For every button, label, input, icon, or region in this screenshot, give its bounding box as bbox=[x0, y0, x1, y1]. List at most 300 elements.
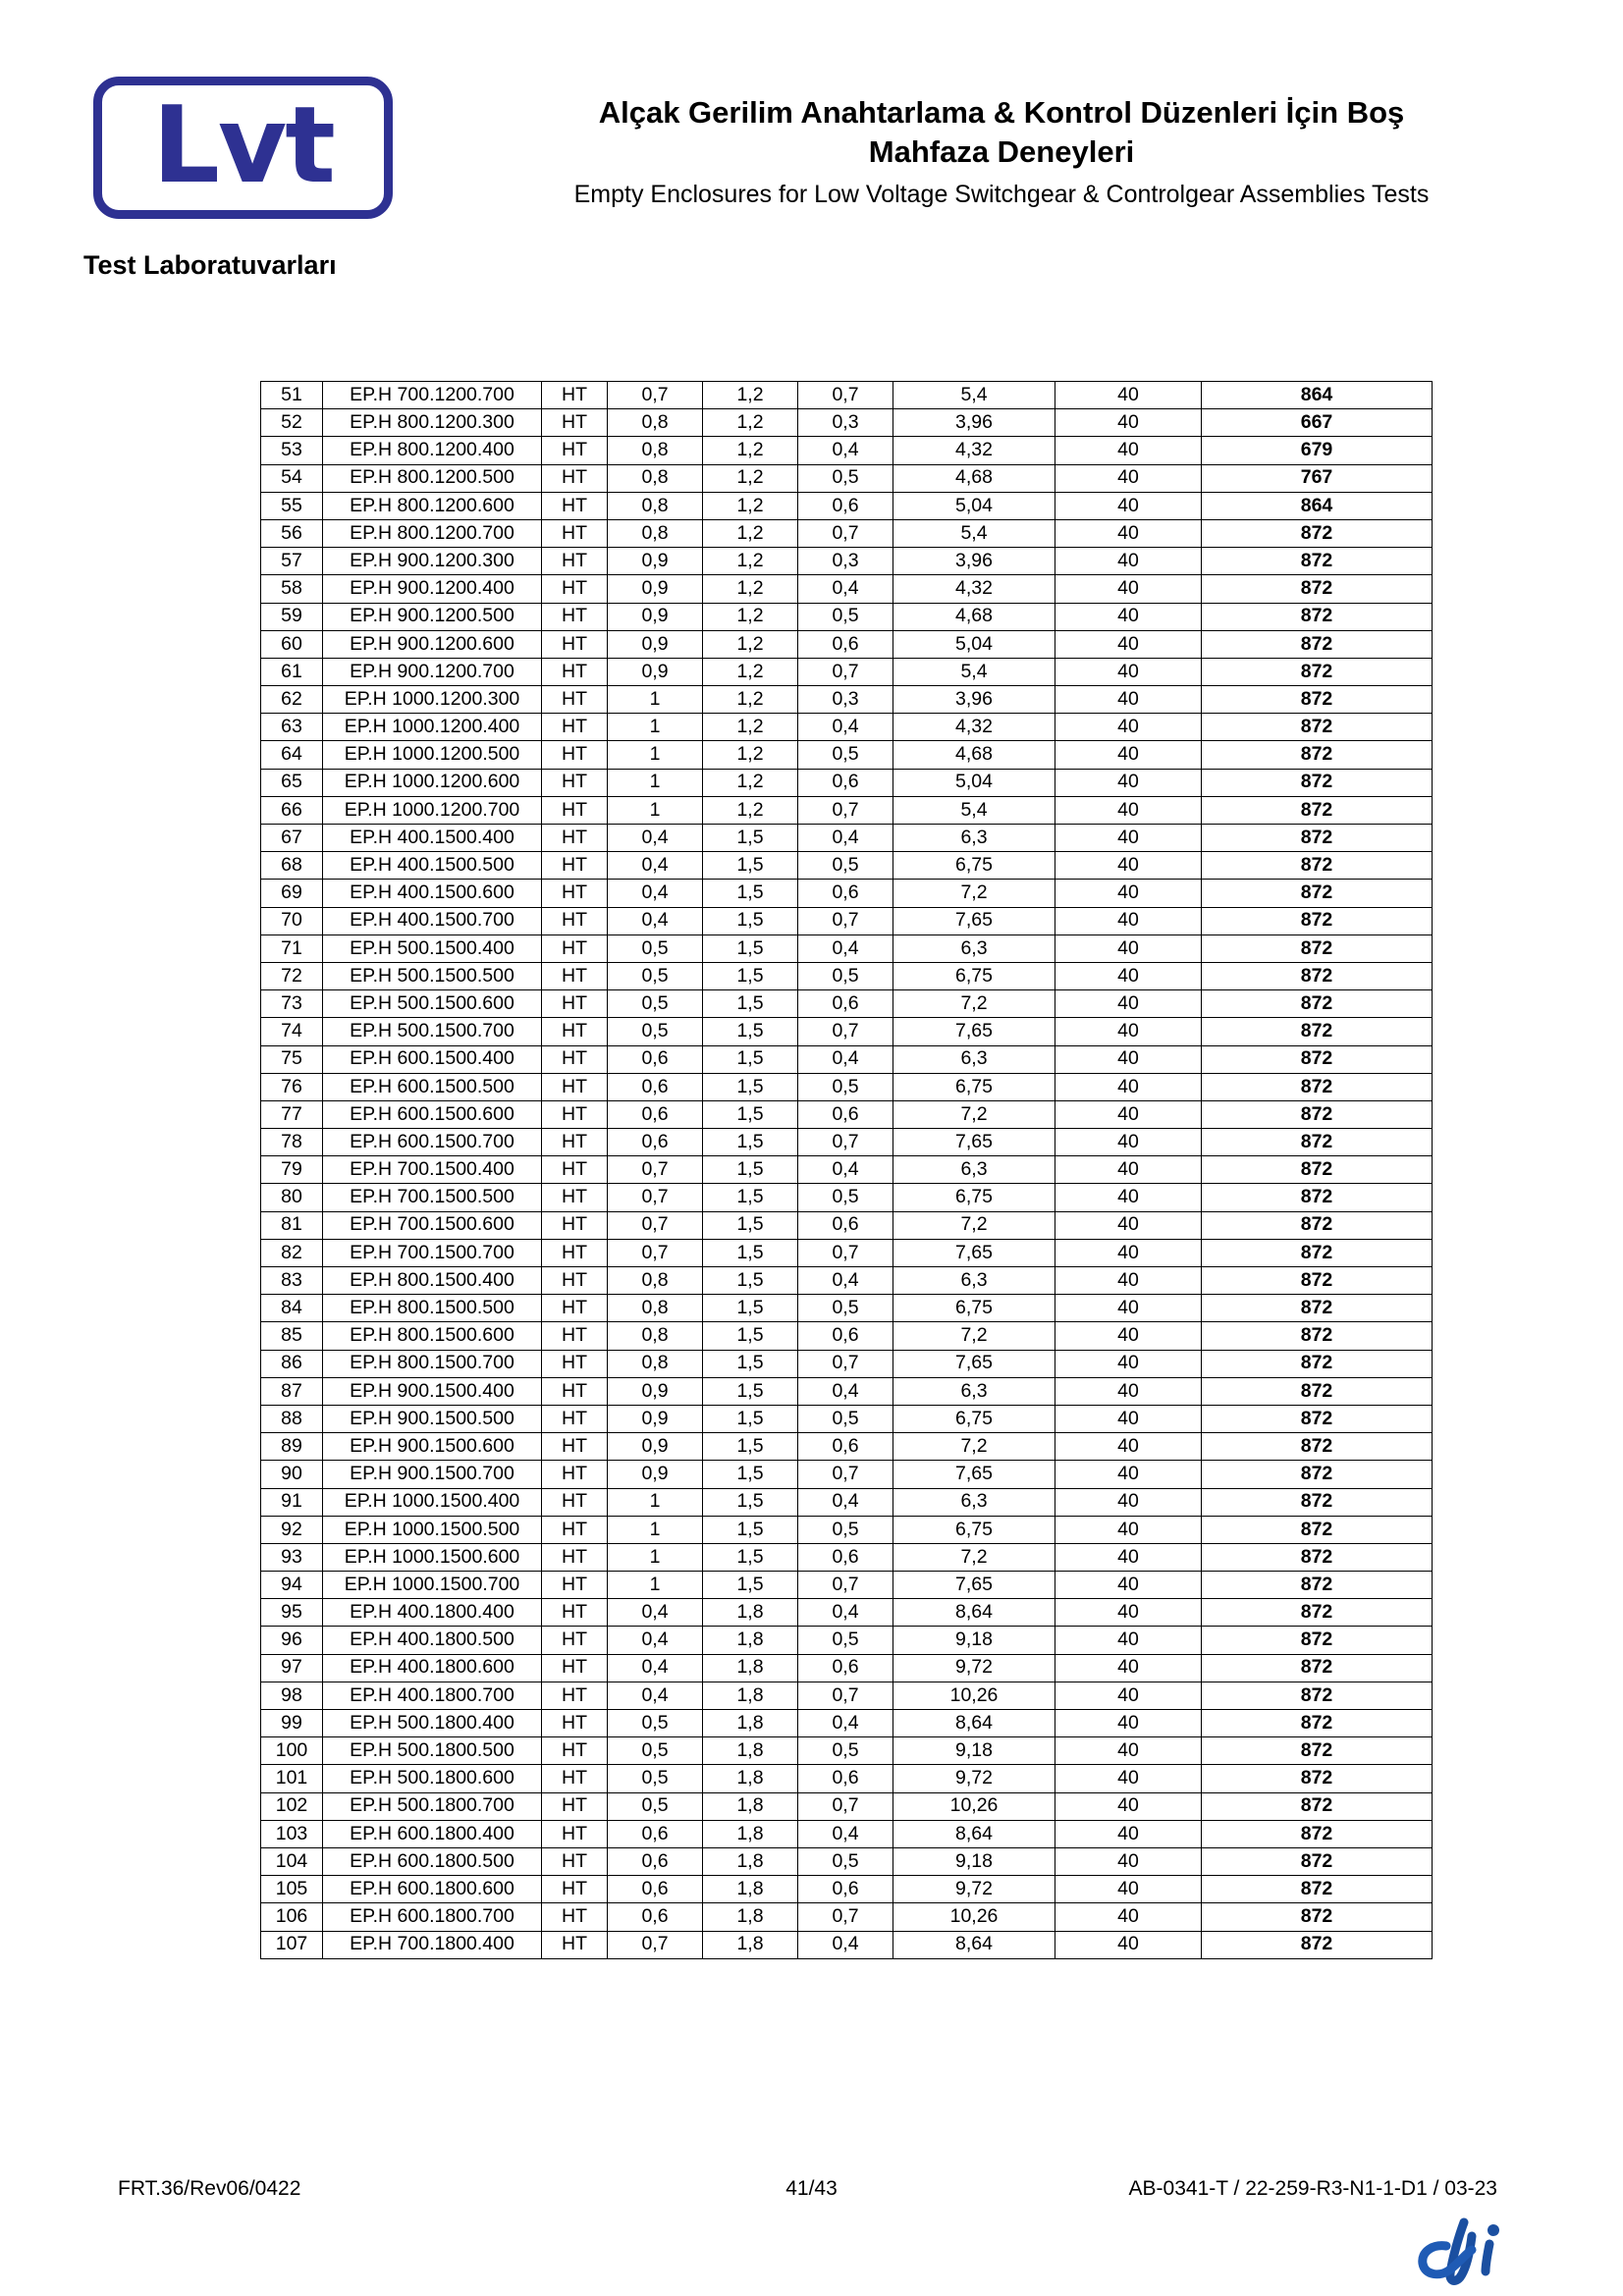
load-value: 40 bbox=[1055, 1572, 1202, 1599]
dim-b: 1,2 bbox=[703, 382, 798, 409]
table-row bbox=[261, 1847, 1433, 1875]
area-value: 7,2 bbox=[893, 1322, 1055, 1350]
load-value: 40 bbox=[1055, 1847, 1202, 1875]
dim-c: 0,4 bbox=[798, 1820, 893, 1847]
enclosure-code: EP.H 900.1200.400 bbox=[323, 575, 542, 603]
enclosure-code: EP.H 600.1800.600 bbox=[323, 1876, 542, 1903]
result-value: 872 bbox=[1202, 907, 1433, 934]
enclosure-code: EP.H 700.1500.700 bbox=[323, 1239, 542, 1266]
area-value: 5,4 bbox=[893, 796, 1055, 824]
row-number: 77 bbox=[261, 1100, 323, 1128]
dim-c: 0,4 bbox=[798, 1710, 893, 1737]
result-value: 872 bbox=[1202, 1405, 1433, 1432]
result-value: 872 bbox=[1202, 1073, 1433, 1100]
dim-c: 0,7 bbox=[798, 907, 893, 934]
test-type: HT bbox=[542, 1405, 608, 1432]
test-type: HT bbox=[542, 1350, 608, 1377]
enclosure-code: EP.H 800.1200.700 bbox=[323, 519, 542, 547]
dim-b: 1,2 bbox=[703, 769, 798, 796]
table-row bbox=[261, 1239, 1433, 1266]
dim-b: 1,2 bbox=[703, 492, 798, 519]
dim-c: 0,5 bbox=[798, 1737, 893, 1765]
enclosure-code: EP.H 700.1500.400 bbox=[323, 1156, 542, 1184]
row-number: 75 bbox=[261, 1045, 323, 1073]
table-row bbox=[261, 880, 1433, 907]
test-type: HT bbox=[542, 519, 608, 547]
test-type: HT bbox=[542, 686, 608, 714]
area-value: 8,64 bbox=[893, 1820, 1055, 1847]
dim-a: 0,7 bbox=[608, 382, 703, 409]
dim-a: 0,5 bbox=[608, 1018, 703, 1045]
dim-a: 1 bbox=[608, 686, 703, 714]
dim-a: 0,7 bbox=[608, 1931, 703, 1958]
row-number: 102 bbox=[261, 1792, 323, 1820]
dim-c: 0,4 bbox=[798, 1377, 893, 1405]
dim-a: 0,5 bbox=[608, 934, 703, 962]
dim-b: 1,5 bbox=[703, 1045, 798, 1073]
row-number: 59 bbox=[261, 603, 323, 630]
dim-b: 1,5 bbox=[703, 1433, 798, 1461]
enclosure-code: EP.H 400.1800.400 bbox=[323, 1599, 542, 1627]
dim-c: 0,5 bbox=[798, 464, 893, 492]
test-type: HT bbox=[542, 1876, 608, 1903]
test-type: HT bbox=[542, 1018, 608, 1045]
dim-c: 0,4 bbox=[798, 1599, 893, 1627]
table-row bbox=[261, 907, 1433, 934]
dim-a: 0,4 bbox=[608, 825, 703, 852]
row-number: 98 bbox=[261, 1682, 323, 1709]
dim-c: 0,7 bbox=[798, 1350, 893, 1377]
table-row bbox=[261, 1461, 1433, 1488]
dim-b: 1,2 bbox=[703, 548, 798, 575]
table-row bbox=[261, 1820, 1433, 1847]
dim-a: 1 bbox=[608, 741, 703, 769]
load-value: 40 bbox=[1055, 1433, 1202, 1461]
result-value: 872 bbox=[1202, 1876, 1433, 1903]
dim-b: 1,2 bbox=[703, 630, 798, 658]
dim-c: 0,6 bbox=[798, 1543, 893, 1571]
test-type: HT bbox=[542, 1239, 608, 1266]
load-value: 40 bbox=[1055, 1543, 1202, 1571]
lab-name: Test Laboratuvarları bbox=[83, 250, 337, 280]
dim-c: 0,3 bbox=[798, 548, 893, 575]
test-type: HT bbox=[542, 1100, 608, 1128]
area-value: 7,65 bbox=[893, 907, 1055, 934]
table-row bbox=[261, 990, 1433, 1018]
dim-b: 1,5 bbox=[703, 990, 798, 1018]
test-type: HT bbox=[542, 437, 608, 464]
load-value: 40 bbox=[1055, 990, 1202, 1018]
result-value: 872 bbox=[1202, 1129, 1433, 1156]
test-type: HT bbox=[542, 630, 608, 658]
area-value: 7,65 bbox=[893, 1350, 1055, 1377]
table-row bbox=[261, 934, 1433, 962]
dim-a: 0,5 bbox=[608, 962, 703, 989]
dim-b: 1,2 bbox=[703, 575, 798, 603]
table-row bbox=[261, 741, 1433, 769]
table-row bbox=[261, 1073, 1433, 1100]
area-value: 4,68 bbox=[893, 741, 1055, 769]
enclosure-code: EP.H 800.1200.300 bbox=[323, 409, 542, 437]
dim-b: 1,8 bbox=[703, 1654, 798, 1682]
load-value: 40 bbox=[1055, 1129, 1202, 1156]
area-value: 6,3 bbox=[893, 1488, 1055, 1516]
dim-c: 0,5 bbox=[798, 852, 893, 880]
area-value: 6,75 bbox=[893, 1295, 1055, 1322]
table-row bbox=[261, 852, 1433, 880]
dim-c: 0,5 bbox=[798, 1405, 893, 1432]
dim-b: 1,5 bbox=[703, 1295, 798, 1322]
load-value: 40 bbox=[1055, 1184, 1202, 1211]
dim-b: 1,5 bbox=[703, 962, 798, 989]
enclosure-code: EP.H 600.1500.700 bbox=[323, 1129, 542, 1156]
load-value: 40 bbox=[1055, 1073, 1202, 1100]
enclosure-code: EP.H 1000.1200.600 bbox=[323, 769, 542, 796]
lvt-logo-icon bbox=[93, 77, 393, 219]
dim-b: 1,8 bbox=[703, 1931, 798, 1958]
enclosure-code: EP.H 400.1800.700 bbox=[323, 1682, 542, 1709]
test-type: HT bbox=[542, 603, 608, 630]
dim-c: 0,7 bbox=[798, 1461, 893, 1488]
table-row bbox=[261, 1903, 1433, 1931]
result-value: 872 bbox=[1202, 825, 1433, 852]
dim-a: 0,7 bbox=[608, 1184, 703, 1211]
row-number: 61 bbox=[261, 658, 323, 685]
test-type: HT bbox=[542, 1543, 608, 1571]
enclosure-code: EP.H 900.1200.700 bbox=[323, 658, 542, 685]
row-number: 81 bbox=[261, 1211, 323, 1239]
load-value: 40 bbox=[1055, 519, 1202, 547]
table-row bbox=[261, 437, 1433, 464]
result-value: 872 bbox=[1202, 1239, 1433, 1266]
area-value: 5,4 bbox=[893, 658, 1055, 685]
row-number: 69 bbox=[261, 880, 323, 907]
area-value: 3,96 bbox=[893, 409, 1055, 437]
area-value: 7,2 bbox=[893, 880, 1055, 907]
dim-a: 0,9 bbox=[608, 1461, 703, 1488]
dim-b: 1,5 bbox=[703, 1184, 798, 1211]
area-value: 3,96 bbox=[893, 686, 1055, 714]
row-number: 96 bbox=[261, 1627, 323, 1654]
row-number: 99 bbox=[261, 1710, 323, 1737]
results-table-wrap bbox=[260, 381, 1387, 1959]
result-value: 872 bbox=[1202, 1792, 1433, 1820]
test-type: HT bbox=[542, 1295, 608, 1322]
test-type: HT bbox=[542, 796, 608, 824]
dim-a: 0,8 bbox=[608, 1350, 703, 1377]
load-value: 40 bbox=[1055, 492, 1202, 519]
test-type: HT bbox=[542, 990, 608, 1018]
result-value: 872 bbox=[1202, 1572, 1433, 1599]
result-value: 872 bbox=[1202, 1516, 1433, 1543]
result-value: 872 bbox=[1202, 1377, 1433, 1405]
load-value: 40 bbox=[1055, 1820, 1202, 1847]
result-value: 872 bbox=[1202, 1461, 1433, 1488]
dim-a: 0,9 bbox=[608, 1433, 703, 1461]
row-number: 53 bbox=[261, 437, 323, 464]
row-number: 105 bbox=[261, 1876, 323, 1903]
result-value: 872 bbox=[1202, 1184, 1433, 1211]
results-table-body bbox=[261, 382, 1433, 1959]
test-type: HT bbox=[542, 464, 608, 492]
area-value: 7,65 bbox=[893, 1572, 1055, 1599]
enclosure-code: EP.H 500.1500.400 bbox=[323, 934, 542, 962]
enclosure-code: EP.H 600.1500.600 bbox=[323, 1100, 542, 1128]
enclosure-code: EP.H 400.1500.700 bbox=[323, 907, 542, 934]
load-value: 40 bbox=[1055, 1350, 1202, 1377]
row-number: 103 bbox=[261, 1820, 323, 1847]
page-title-tr-line1: Alçak Gerilim Anahtarlama & Kontrol Düzenleri İçin Boş bbox=[598, 95, 1405, 130]
test-type: HT bbox=[542, 1903, 608, 1931]
load-value: 40 bbox=[1055, 1765, 1202, 1792]
area-value: 8,64 bbox=[893, 1710, 1055, 1737]
area-value: 9,18 bbox=[893, 1737, 1055, 1765]
dim-c: 0,3 bbox=[798, 686, 893, 714]
dim-c: 0,7 bbox=[798, 1903, 893, 1931]
area-value: 10,26 bbox=[893, 1682, 1055, 1709]
dim-a: 1 bbox=[608, 796, 703, 824]
load-value: 40 bbox=[1055, 1627, 1202, 1654]
result-value: 872 bbox=[1202, 1018, 1433, 1045]
result-value: 872 bbox=[1202, 1350, 1433, 1377]
di-signature-logo-icon bbox=[1407, 2216, 1515, 2287]
dim-b: 1,8 bbox=[703, 1903, 798, 1931]
dim-a: 0,4 bbox=[608, 1654, 703, 1682]
dim-c: 0,6 bbox=[798, 880, 893, 907]
dim-c: 0,7 bbox=[798, 1018, 893, 1045]
dim-b: 1,8 bbox=[703, 1820, 798, 1847]
load-value: 40 bbox=[1055, 1792, 1202, 1820]
dim-c: 0,7 bbox=[798, 1129, 893, 1156]
dim-c: 0,4 bbox=[798, 1931, 893, 1958]
area-value: 6,75 bbox=[893, 1516, 1055, 1543]
enclosure-code: EP.H 500.1800.700 bbox=[323, 1792, 542, 1820]
dim-b: 1,2 bbox=[703, 714, 798, 741]
enclosure-code: EP.H 400.1500.500 bbox=[323, 852, 542, 880]
load-value: 40 bbox=[1055, 1100, 1202, 1128]
dim-c: 0,5 bbox=[798, 1516, 893, 1543]
load-value: 40 bbox=[1055, 934, 1202, 962]
result-value: 872 bbox=[1202, 1433, 1433, 1461]
area-value: 7,2 bbox=[893, 1543, 1055, 1571]
footer-page-number: 41/43 bbox=[785, 2177, 838, 2200]
dim-c: 0,6 bbox=[798, 1876, 893, 1903]
enclosure-code: EP.H 1000.1500.400 bbox=[323, 1488, 542, 1516]
table-row bbox=[261, 630, 1433, 658]
dim-b: 1,2 bbox=[703, 796, 798, 824]
row-number: 101 bbox=[261, 1765, 323, 1792]
dim-c: 0,5 bbox=[798, 1847, 893, 1875]
dim-b: 1,8 bbox=[703, 1876, 798, 1903]
dim-c: 0,6 bbox=[798, 1433, 893, 1461]
dim-b: 1,2 bbox=[703, 464, 798, 492]
load-value: 40 bbox=[1055, 741, 1202, 769]
dim-b: 1,8 bbox=[703, 1737, 798, 1765]
area-value: 6,3 bbox=[893, 1045, 1055, 1073]
dim-a: 1 bbox=[608, 1516, 703, 1543]
table-row bbox=[261, 686, 1433, 714]
load-value: 40 bbox=[1055, 796, 1202, 824]
row-number: 87 bbox=[261, 1377, 323, 1405]
test-type: HT bbox=[542, 1654, 608, 1682]
dim-b: 1,5 bbox=[703, 1405, 798, 1432]
area-value: 5,4 bbox=[893, 382, 1055, 409]
dim-a: 1 bbox=[608, 1572, 703, 1599]
dim-a: 0,8 bbox=[608, 1267, 703, 1295]
result-value: 872 bbox=[1202, 1820, 1433, 1847]
area-value: 9,18 bbox=[893, 1847, 1055, 1875]
result-value: 872 bbox=[1202, 603, 1433, 630]
dim-c: 0,6 bbox=[798, 630, 893, 658]
row-number: 95 bbox=[261, 1599, 323, 1627]
load-value: 40 bbox=[1055, 548, 1202, 575]
row-number: 71 bbox=[261, 934, 323, 962]
lvt-logo-block bbox=[93, 77, 403, 219]
table-row bbox=[261, 769, 1433, 796]
area-value: 10,26 bbox=[893, 1903, 1055, 1931]
row-number: 56 bbox=[261, 519, 323, 547]
area-value: 6,3 bbox=[893, 1377, 1055, 1405]
table-row bbox=[261, 603, 1433, 630]
test-type: HT bbox=[542, 880, 608, 907]
dim-b: 1,2 bbox=[703, 437, 798, 464]
load-value: 40 bbox=[1055, 575, 1202, 603]
result-value: 872 bbox=[1202, 1543, 1433, 1571]
row-number: 86 bbox=[261, 1350, 323, 1377]
test-type: HT bbox=[542, 382, 608, 409]
area-value: 6,75 bbox=[893, 852, 1055, 880]
page-header bbox=[0, 0, 1623, 324]
load-value: 40 bbox=[1055, 852, 1202, 880]
enclosure-code: EP.H 600.1800.500 bbox=[323, 1847, 542, 1875]
load-value: 40 bbox=[1055, 1461, 1202, 1488]
dim-a: 0,4 bbox=[608, 852, 703, 880]
dim-b: 1,2 bbox=[703, 519, 798, 547]
dim-a: 0,4 bbox=[608, 1627, 703, 1654]
row-number: 78 bbox=[261, 1129, 323, 1156]
test-type: HT bbox=[542, 575, 608, 603]
area-value: 5,4 bbox=[893, 519, 1055, 547]
result-value: 872 bbox=[1202, 519, 1433, 547]
row-number: 63 bbox=[261, 714, 323, 741]
dim-c: 0,4 bbox=[798, 1488, 893, 1516]
dim-a: 1 bbox=[608, 1488, 703, 1516]
table-row bbox=[261, 1792, 1433, 1820]
row-number: 55 bbox=[261, 492, 323, 519]
page-title-en: Empty Enclosures for Low Voltage Switchgear & Controlgear Assemblies Tests bbox=[573, 181, 1430, 209]
enclosure-code: EP.H 800.1500.700 bbox=[323, 1350, 542, 1377]
test-type: HT bbox=[542, 1073, 608, 1100]
row-number: 91 bbox=[261, 1488, 323, 1516]
dim-b: 1,5 bbox=[703, 907, 798, 934]
row-number: 57 bbox=[261, 548, 323, 575]
area-value: 6,3 bbox=[893, 825, 1055, 852]
load-value: 40 bbox=[1055, 1267, 1202, 1295]
test-type: HT bbox=[542, 548, 608, 575]
dim-b: 1,5 bbox=[703, 1350, 798, 1377]
test-type: HT bbox=[542, 769, 608, 796]
test-type: HT bbox=[542, 1516, 608, 1543]
dim-c: 0,4 bbox=[798, 1156, 893, 1184]
area-value: 9,72 bbox=[893, 1654, 1055, 1682]
dim-c: 0,4 bbox=[798, 1267, 893, 1295]
table-row bbox=[261, 1488, 1433, 1516]
enclosure-code: EP.H 400.1800.500 bbox=[323, 1627, 542, 1654]
load-value: 40 bbox=[1055, 1322, 1202, 1350]
row-number: 74 bbox=[261, 1018, 323, 1045]
row-number: 54 bbox=[261, 464, 323, 492]
load-value: 40 bbox=[1055, 1682, 1202, 1709]
area-value: 10,26 bbox=[893, 1792, 1055, 1820]
result-value: 679 bbox=[1202, 437, 1433, 464]
test-type: HT bbox=[542, 1627, 608, 1654]
area-value: 9,72 bbox=[893, 1876, 1055, 1903]
table-row bbox=[261, 1267, 1433, 1295]
row-number: 73 bbox=[261, 990, 323, 1018]
area-value: 6,75 bbox=[893, 1405, 1055, 1432]
row-number: 82 bbox=[261, 1239, 323, 1266]
enclosure-code: EP.H 700.1200.700 bbox=[323, 382, 542, 409]
area-value: 7,65 bbox=[893, 1129, 1055, 1156]
dim-a: 0,6 bbox=[608, 1045, 703, 1073]
enclosure-code: EP.H 900.1200.600 bbox=[323, 630, 542, 658]
table-row bbox=[261, 1156, 1433, 1184]
dim-c: 0,7 bbox=[798, 658, 893, 685]
area-value: 5,04 bbox=[893, 630, 1055, 658]
enclosure-code: EP.H 400.1800.600 bbox=[323, 1654, 542, 1682]
dim-b: 1,5 bbox=[703, 852, 798, 880]
row-number: 65 bbox=[261, 769, 323, 796]
enclosure-code: EP.H 600.1500.400 bbox=[323, 1045, 542, 1073]
row-number: 84 bbox=[261, 1295, 323, 1322]
table-row bbox=[261, 492, 1433, 519]
result-value: 872 bbox=[1202, 630, 1433, 658]
area-value: 5,04 bbox=[893, 492, 1055, 519]
dim-b: 1,5 bbox=[703, 1543, 798, 1571]
test-type: HT bbox=[542, 1156, 608, 1184]
dim-c: 0,6 bbox=[798, 769, 893, 796]
dim-a: 0,5 bbox=[608, 1710, 703, 1737]
results-table bbox=[260, 381, 1433, 1959]
result-value: 872 bbox=[1202, 714, 1433, 741]
dim-c: 0,7 bbox=[798, 1792, 893, 1820]
enclosure-code: EP.H 800.1200.500 bbox=[323, 464, 542, 492]
result-value: 667 bbox=[1202, 409, 1433, 437]
test-type: HT bbox=[542, 1045, 608, 1073]
dim-b: 1,5 bbox=[703, 825, 798, 852]
row-number: 70 bbox=[261, 907, 323, 934]
enclosure-code: EP.H 1000.1500.500 bbox=[323, 1516, 542, 1543]
result-value: 872 bbox=[1202, 1599, 1433, 1627]
table-row bbox=[261, 1654, 1433, 1682]
dim-b: 1,5 bbox=[703, 880, 798, 907]
result-value: 872 bbox=[1202, 769, 1433, 796]
load-value: 40 bbox=[1055, 1377, 1202, 1405]
dim-c: 0,7 bbox=[798, 1682, 893, 1709]
load-value: 40 bbox=[1055, 769, 1202, 796]
dim-c: 0,4 bbox=[798, 934, 893, 962]
table-row bbox=[261, 714, 1433, 741]
result-value: 767 bbox=[1202, 464, 1433, 492]
dim-c: 0,7 bbox=[798, 1572, 893, 1599]
enclosure-code: EP.H 600.1800.700 bbox=[323, 1903, 542, 1931]
result-value: 872 bbox=[1202, 1903, 1433, 1931]
enclosure-code: EP.H 500.1500.700 bbox=[323, 1018, 542, 1045]
result-value: 872 bbox=[1202, 880, 1433, 907]
result-value: 872 bbox=[1202, 962, 1433, 989]
area-value: 6,75 bbox=[893, 1184, 1055, 1211]
row-number: 76 bbox=[261, 1073, 323, 1100]
